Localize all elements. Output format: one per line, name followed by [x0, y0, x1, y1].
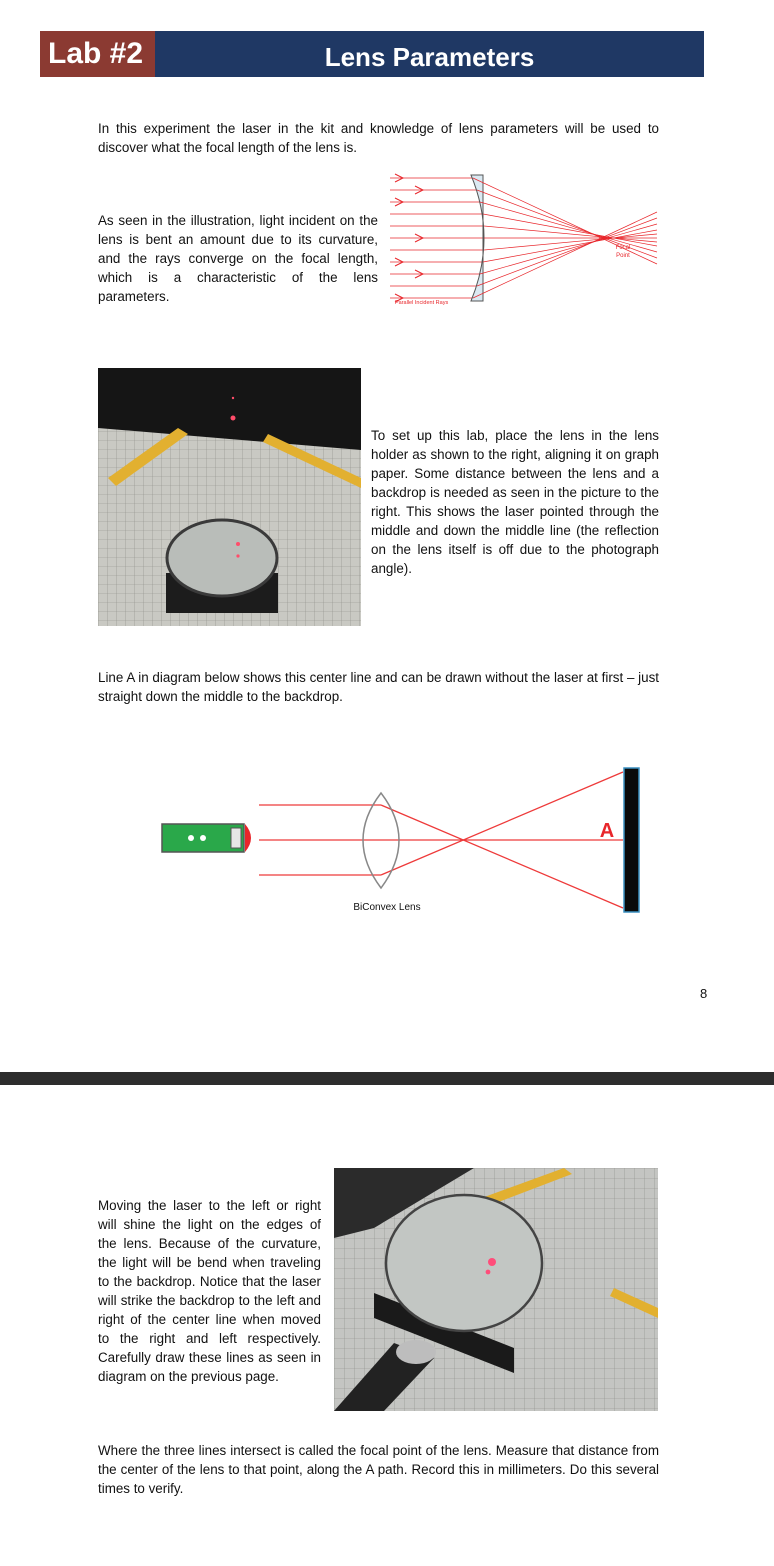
illustration-paragraph: As seen in the illustration, light incident on the lens is bent an amount due to its curvature, and the rays converge on the focal length, which is a characteristic of the lens parameters.: [98, 213, 378, 304]
laser-tip: [245, 824, 251, 852]
page-number: 8: [700, 986, 708, 1001]
laser-button-1: [188, 835, 194, 841]
refracted-rays: [473, 178, 657, 298]
lab-number-badge: Lab #2: [40, 31, 155, 77]
line-a-label: A: [599, 820, 615, 842]
incident-rays: [390, 178, 484, 298]
page-break-bar: [0, 1072, 774, 1085]
page-title: Lens Parameters: [324, 42, 535, 72]
moving-laser-paragraph: Moving the laser to the left or right will shine the light on the edges of the lens. Because of the curvature, the light will be bend when traveling to the backdrop. Notice that the laser will strike the backdrop to the left and right of the center line when moved to the right and left respectively. Carefully draw these lines as seen in diagram on the previous page.: [98, 1198, 321, 1384]
biconvex-lens-label: BiConvex Lens: [353, 902, 421, 913]
parallel-rays-figure: [385, 170, 665, 310]
backdrop: [624, 768, 639, 912]
lens-setup-photo: [98, 368, 361, 626]
focal-point-paragraph: Where the three lines intersect is called the focal point of the lens. Measure that distance from the center of the lens to that point, along the A path. Record this in millimeters. Do this several times to verify.: [98, 1443, 659, 1496]
laser-rays: [259, 772, 623, 908]
parallel-rays-label: Parallel Incident Rays: [395, 300, 449, 306]
biconvex-lens-diagram: [155, 760, 645, 920]
focal-label-line2: Point: [616, 253, 630, 259]
intro-paragraph: In this experiment the laser in the kit and knowledge of lens parameters will be used to discover what the focal length of the lens is.: [98, 121, 659, 155]
line-a-paragraph: Line A in diagram below shows this center line and can be drawn without the laser at first – just straight down the middle to the backdrop.: [98, 670, 659, 704]
laser-button-2: [200, 835, 206, 841]
focal-label-line1: Focal: [615, 245, 631, 251]
setup-paragraph: To set up this lab, place the lens in the lens holder as shown to the right, aligning it on graph paper. Some distance between the lens and a backdrop is needed as seen in the picture to the right. This shows the laser pointed through the middle and down the middle line (the reflection on the lens itself is off due to the photograph angle).: [371, 428, 659, 576]
laser-edge-photo: [334, 1168, 658, 1411]
